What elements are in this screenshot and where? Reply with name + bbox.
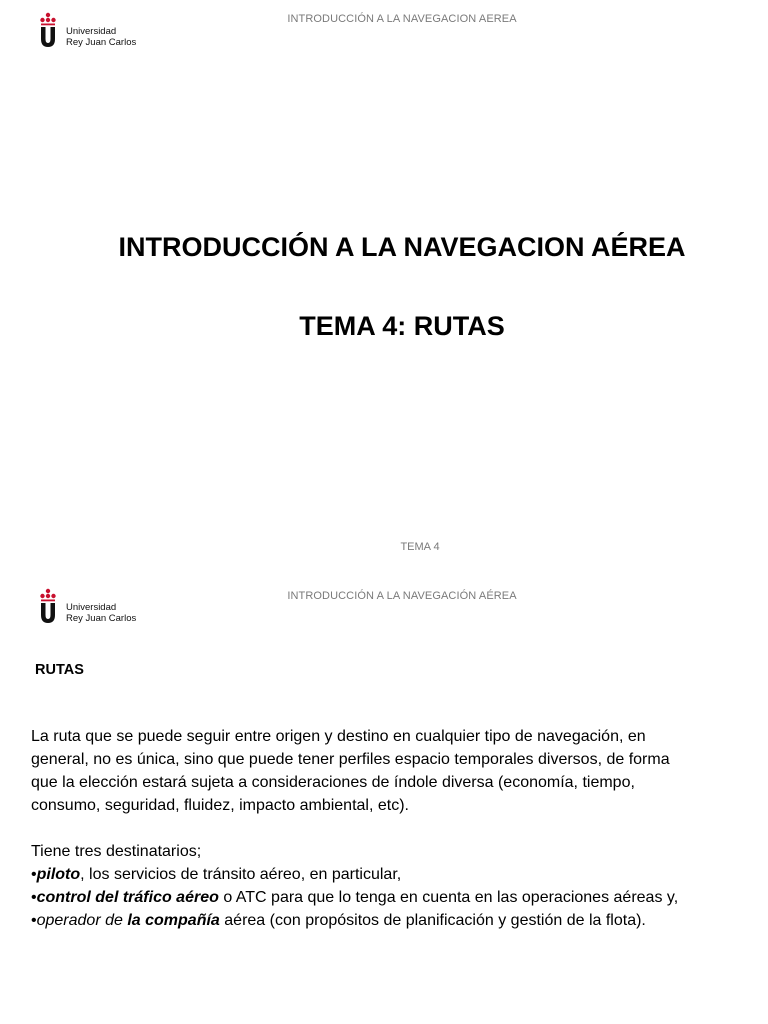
bullet: • — [31, 889, 37, 906]
recipient-text: o ATC para que lo tenga en cuenta en las operaciones aéreas y, — [218, 889, 679, 906]
slide-title: INTRODUCCIÓN A LA NAVEGACION AÉREA — [118, 232, 686, 262]
recipient-item — [31, 909, 751, 932]
paragraph-gap — [31, 817, 751, 840]
paragraph-line: que la elección estará sujeta a consideraciones de índole diversa (economía, tiempo, — [31, 774, 635, 791]
recipient-item — [31, 886, 751, 909]
slide-body — [31, 725, 751, 932]
recipient-item — [31, 863, 751, 886]
paragraph-line: La ruta que se puede seguir entre origen y destino en cualquier tipo de navegación, en — [31, 728, 646, 745]
bullet: • — [31, 866, 37, 883]
section-title: RUTAS — [35, 662, 84, 678]
paragraph-line: consumo, seguridad, fluidez, impacto ambiental, etc). — [31, 797, 409, 814]
university-name-line2: Rey Juan Carlos — [66, 613, 137, 624]
recipient-term: control del tráfico aéreo — [36, 889, 219, 906]
bullet: • — [31, 912, 37, 929]
slide-subtitle: TEMA 4: RUTAS — [299, 311, 505, 341]
recipient-text: , los servicios de tránsito aéreo, en particular, — [80, 866, 402, 883]
slide-header: INTRODUCCIÓN A LA NAVEGACION AEREA — [287, 13, 517, 25]
recipients-intro: Tiene tres destinatarios; — [31, 843, 202, 860]
paragraph-line: general, no es única, sino que puede tener perfiles espacio temporales diversos, de forma — [31, 751, 670, 768]
university-name-line2: Rey Juan Carlos — [66, 37, 137, 48]
recipient-term: piloto — [36, 866, 81, 883]
slide-header: INTRODUCCIÓN A LA NAVEGACIÓN AÉREA — [287, 590, 517, 602]
university-name — [66, 26, 136, 48]
university-name — [66, 602, 136, 624]
slide-footer: TEMA 4 — [400, 541, 440, 553]
recipient-text: aérea (con propósitos de planificación y gestión de la flota). — [219, 912, 646, 929]
university-name-line1: Universidad — [66, 602, 117, 613]
recipient-term: la compañía — [127, 912, 220, 929]
university-name-line1: Universidad — [66, 26, 117, 37]
recipient-term-prefix: operador de — [36, 912, 128, 929]
content-slide — [0, 576, 768, 1024]
